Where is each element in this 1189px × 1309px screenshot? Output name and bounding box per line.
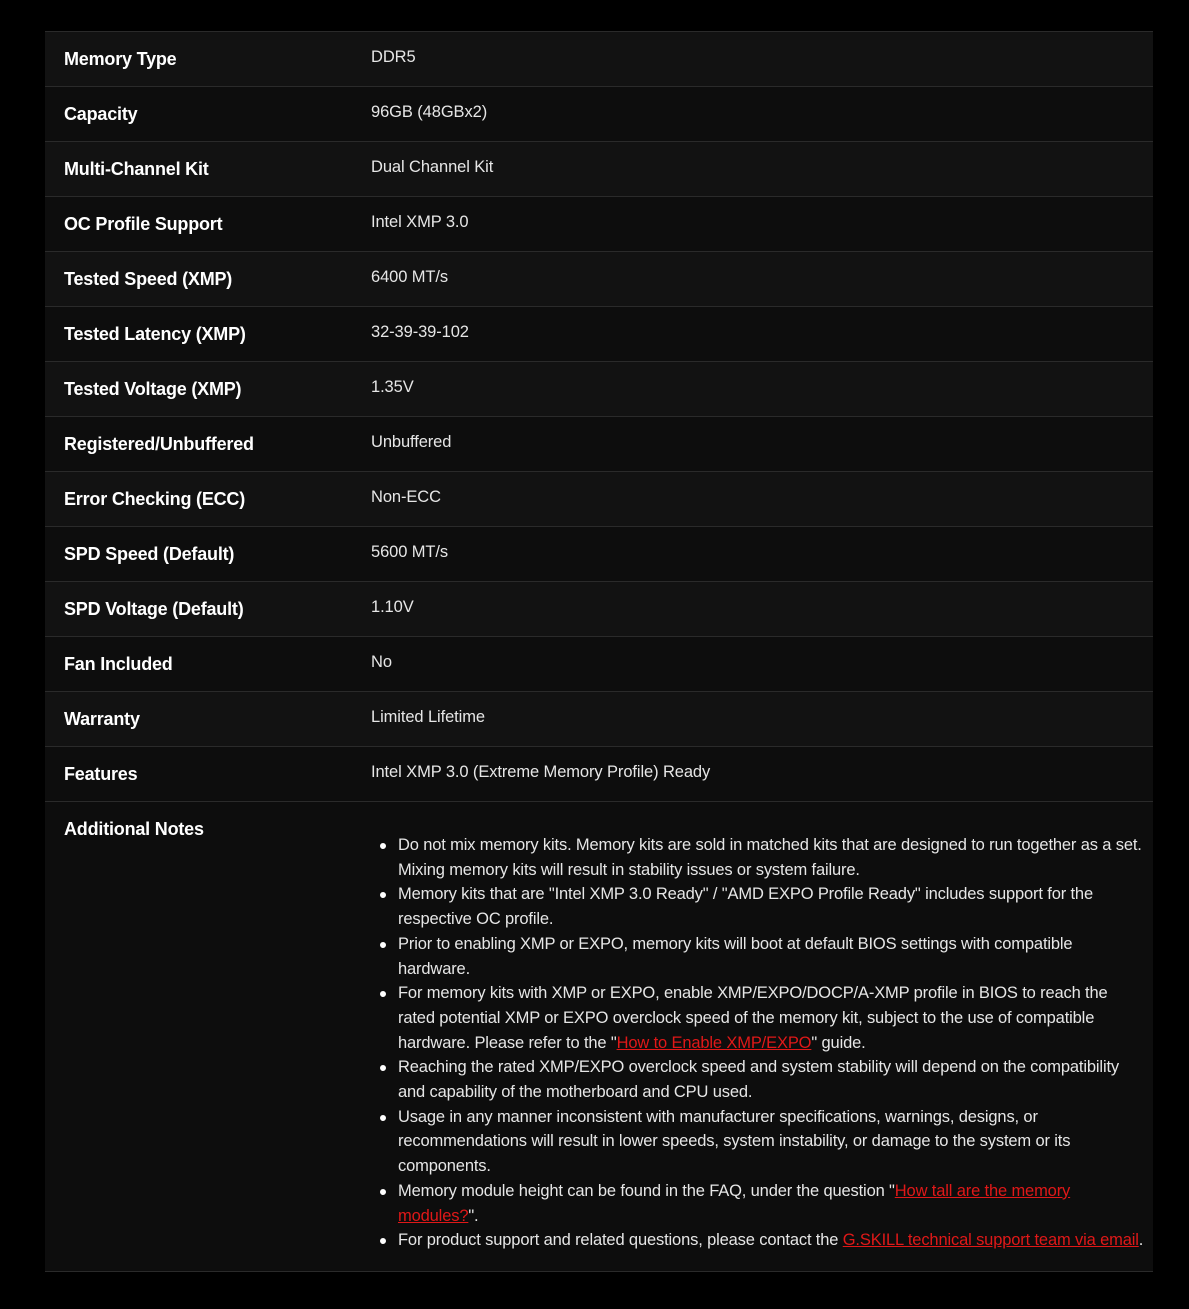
spec-value: Intel XMP 3.0 [371, 213, 469, 231]
spec-value: Limited Lifetime [371, 708, 485, 726]
notes-list [371, 818, 1153, 1253]
spec-value: Unbuffered [371, 433, 452, 451]
spec-row-oc-profile-support [45, 197, 1153, 252]
spec-row-tested-voltage [45, 362, 1153, 417]
notes-value [371, 802, 1153, 1253]
note-text: Memory kits that are "Intel XMP 3.0 Ready" / "AMD EXPO Profile Ready" includes support for the respective OC profile. [398, 885, 1093, 929]
spec-row-features [45, 747, 1153, 802]
spec-row-error-checking [45, 472, 1153, 527]
spec-row-tested-speed [45, 252, 1153, 307]
spec-label: Tested Voltage (XMP) [64, 379, 242, 399]
spec-row-warranty [45, 692, 1153, 747]
technical-support-email-link[interactable]: G.SKILL technical support team via email [842, 1231, 1139, 1250]
spec-row-registered-unbuffered [45, 417, 1153, 472]
spec-value: 32-39-39-102 [371, 323, 469, 341]
note-text: Usage in any manner inconsistent with manufacturer specifications, warnings, designs, or recommendations will result in lower speeds, system instability, or damage to the system or its components. [398, 1107, 1071, 1176]
note-text: ". [468, 1206, 479, 1225]
list-item [398, 1105, 1145, 1179]
spec-label: Error Checking (ECC) [64, 489, 246, 509]
spec-label: OC Profile Support [64, 214, 223, 234]
spec-label: Capacity [64, 104, 138, 124]
module-height-faq-link[interactable]: How tall are the memory modules? [398, 1181, 1071, 1225]
spec-value: Intel XMP 3.0 (Extreme Memory Profile) Ready [371, 763, 711, 781]
spec-label: Additional Notes [64, 819, 204, 839]
spec-label: SPD Voltage (Default) [64, 599, 244, 619]
spec-label: Memory Type [64, 49, 177, 69]
spec-row-capacity [45, 87, 1153, 142]
spec-row-additional-notes [45, 802, 1153, 1272]
spec-label: Fan Included [64, 654, 173, 674]
list-item [398, 1228, 1145, 1253]
how-to-enable-xmp-expo-link[interactable]: How to Enable XMP/EXPO [616, 1033, 812, 1052]
spec-value: 96GB (48GBx2) [371, 103, 488, 121]
note-text: For memory kits with XMP or EXPO, enable XMP/EXPO/DOCP/A-XMP profile in BIOS to reach the rated potential XMP or EXPO overclock speed of the memory kit, subject to the use of compatible hardware. Please refer to the " [398, 984, 1108, 1052]
spec-label: Multi-Channel Kit [64, 159, 209, 179]
spec-row-fan-included [45, 637, 1153, 692]
spec-row-spd-speed [45, 527, 1153, 582]
spec-row-tested-latency [45, 307, 1153, 362]
list-item [398, 1055, 1145, 1104]
spec-value: 1.10V [371, 598, 414, 616]
spec-row-multi-channel-kit [45, 142, 1153, 197]
note-text: Memory module height can be found in the FAQ, under the question " [398, 1181, 895, 1200]
specifications-table [45, 31, 1153, 1272]
spec-value: DDR5 [371, 48, 416, 66]
spec-row-spd-voltage [45, 582, 1153, 637]
list-item [398, 833, 1145, 882]
spec-row-memory-type [45, 32, 1153, 87]
list-item [398, 1179, 1145, 1228]
spec-label: Registered/Unbuffered [64, 434, 254, 454]
spec-value: 5600 MT/s [371, 543, 449, 561]
list-item [398, 882, 1145, 931]
spec-label: Warranty [64, 709, 140, 729]
spec-label: Features [64, 764, 138, 784]
spec-value: 1.35V [371, 378, 414, 396]
note-text: For product support and related questions, please contact the [398, 1231, 843, 1250]
spec-label: Tested Speed (XMP) [64, 269, 233, 289]
note-text: Do not mix memory kits. Memory kits are sold in matched kits that are designed to run together as a set. Mixing memory kits will result in stability issues or system failure. [398, 836, 1142, 879]
spec-value: 6400 MT/s [371, 268, 449, 286]
spec-label: Tested Latency (XMP) [64, 324, 246, 344]
spec-value: Dual Channel Kit [371, 158, 494, 176]
note-text: . [1138, 1231, 1144, 1250]
note-text: Prior to enabling XMP or EXPO, memory kits will boot at default BIOS settings with compatible hardware. [398, 934, 1073, 978]
note-text: " guide. [811, 1033, 866, 1052]
spec-value: No [371, 653, 392, 671]
note-text: Reaching the rated XMP/EXPO overclock speed and system stability will depend on the compatibility and capability of the motherboard and CPU used. [398, 1058, 1119, 1102]
spec-label: SPD Speed (Default) [64, 544, 235, 564]
list-item [398, 981, 1145, 1055]
spec-value: Non-ECC [371, 488, 441, 506]
list-item [398, 932, 1145, 981]
